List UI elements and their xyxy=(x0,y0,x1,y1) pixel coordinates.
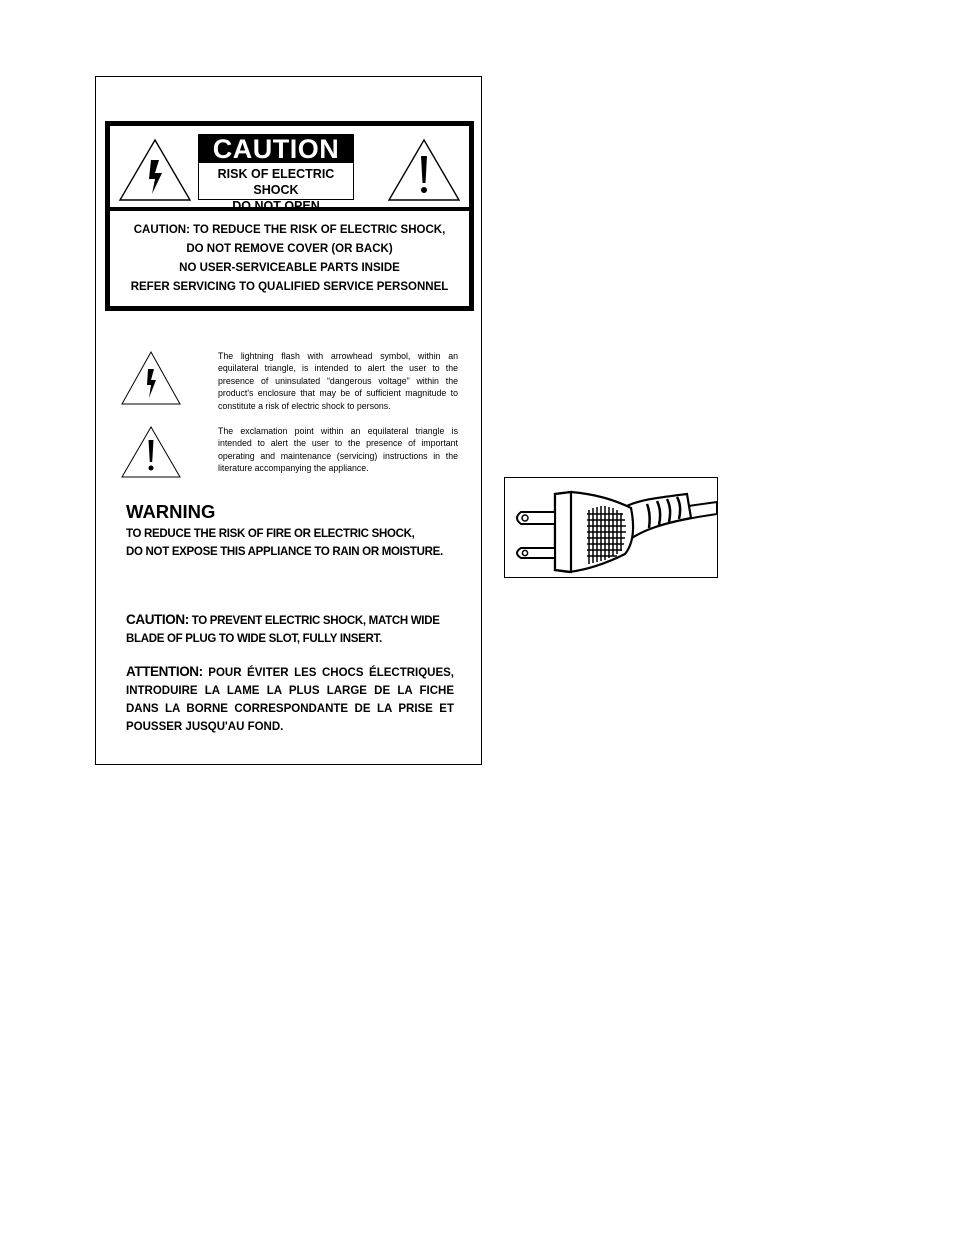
caution-label xyxy=(105,121,474,311)
caution-subtitle-line2: DO NOT OPEN xyxy=(232,199,320,213)
warning-text xyxy=(126,525,443,561)
exclamation-triangle-icon xyxy=(387,138,461,202)
polarized-plug-illustration xyxy=(505,478,717,577)
safety-panel xyxy=(95,76,482,765)
warning-title: WARNING xyxy=(126,501,216,522)
exclamation-triangle-icon xyxy=(120,425,182,479)
caution-subtitle-line1: RISK OF ELECTRIC SHOCK xyxy=(217,167,335,197)
lightning-triangle-icon xyxy=(120,350,182,406)
plug-illustration-box xyxy=(504,477,718,578)
exclamation-symbol-text: The exclamation point within an equilateral triangle is intended to alert the user to the presence of important operating and maintenance (servicing) instructions in the literature accompanying the appliance. xyxy=(218,426,458,474)
caution-label-body xyxy=(110,221,469,297)
plug-caution xyxy=(126,611,456,648)
plug-caution-text: TO PREVENT ELECTRIC SHOCK, MATCH WIDE BLADE OF PLUG TO WIDE SLOT, FULLY INSERT. xyxy=(126,615,440,645)
warning-line: DO NOT EXPOSE THIS APPLIANCE TO RAIN OR MOISTURE. xyxy=(126,546,443,558)
lightning-symbol-text: The lightning flash with arrowhead symbol, within an equilateral triangle, is intended to alert the user to the presence of uninsulated “dangerous voltage” within the product's enclosure that may be of sufficient magnitude to constitute a risk of electric shock to persons. xyxy=(218,351,458,411)
caution-center-block xyxy=(198,134,354,213)
warning-line: TO REDUCE THE RISK OF FIRE OR ELECTRIC SHOCK, xyxy=(126,528,415,540)
lightning-triangle-icon xyxy=(118,138,192,202)
caution-body-line: NO USER-SERVICEABLE PARTS INSIDE xyxy=(179,262,400,274)
caution-body-line: CAUTION: TO REDUCE THE RISK OF ELECTRIC SHOCK, xyxy=(133,224,446,236)
caution-body-line: REFER SERVICING TO QUALIFIED SERVICE PERSONNEL xyxy=(130,281,449,293)
plug-attention-french xyxy=(126,663,454,736)
caution-title: CAUTION xyxy=(199,135,353,163)
caution-label-header xyxy=(110,126,469,211)
attention-lead: ATTENTION: xyxy=(126,664,203,679)
attention-text: POUR ÉVITER LES CHOCS ÉLECTRIQUES, INTRODUIRE LA LAME LA PLUS LARGE DE LA FICHE DANS LA BORNE CORRESPONDANTE DE LA PRISE ET POUSSER JUSQU'AU FOND. xyxy=(126,667,454,733)
caution-subtitle xyxy=(199,166,353,214)
plug-caution-lead: CAUTION: xyxy=(126,612,189,627)
caution-body-line: DO NOT REMOVE COVER (OR BACK) xyxy=(186,243,393,255)
